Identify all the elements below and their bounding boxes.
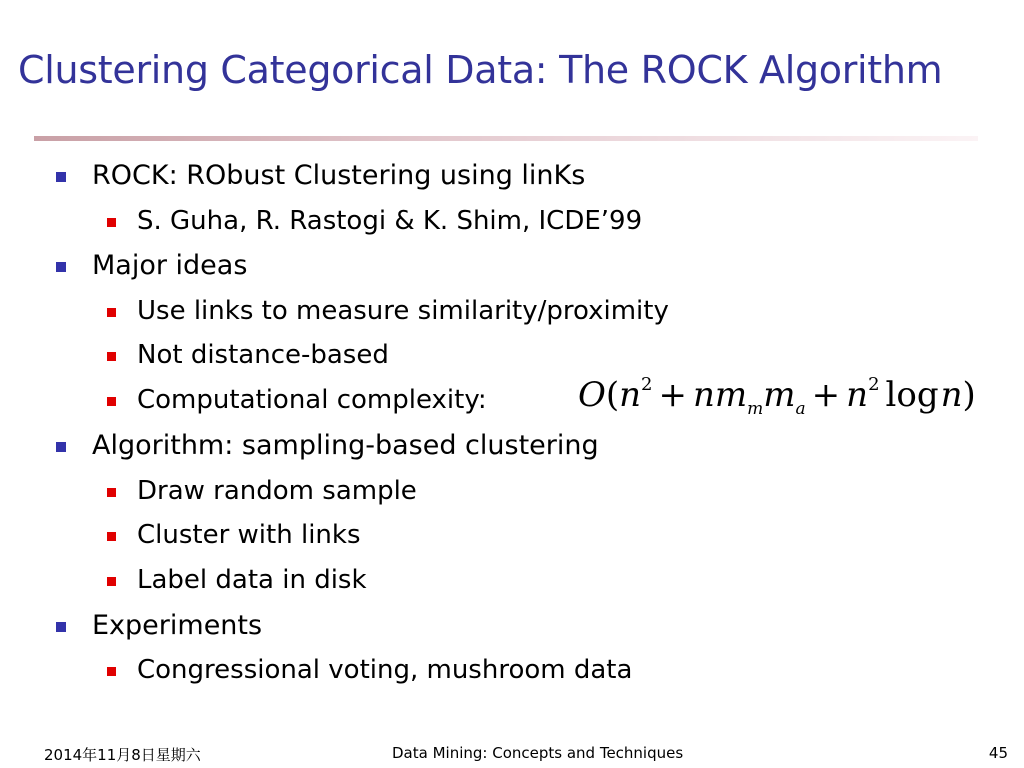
sub-bullet-item	[137, 655, 632, 685]
bullet-text: Algorithm: sampling-based clustering	[92, 430, 599, 461]
sub-bullet-item	[137, 565, 367, 595]
bullet-item	[92, 160, 585, 191]
bullet-text: Draw random sample	[137, 476, 417, 506]
title-divider	[34, 136, 978, 141]
sub-bullet-item	[137, 340, 389, 370]
bullet-text: Major ideas	[92, 250, 248, 281]
square-bullet-icon	[56, 262, 66, 272]
formula-exponent: 2	[641, 374, 653, 395]
square-bullet-icon	[107, 488, 116, 497]
formula-n: n	[846, 375, 869, 415]
bullet-text: Label data in disk	[137, 565, 367, 595]
square-bullet-icon	[107, 352, 116, 361]
bullet-text: Not distance-based	[137, 340, 389, 370]
sub-bullet-item	[137, 296, 669, 326]
footer-title: Data Mining: Concepts and Techniques	[392, 744, 684, 762]
sub-bullet-item	[137, 206, 642, 236]
square-bullet-icon	[56, 622, 66, 632]
formula-exponent: 2	[868, 374, 880, 395]
formula-m: m	[763, 375, 796, 415]
square-bullet-icon	[56, 442, 66, 452]
bullet-text: S. Guha, R. Rastogi & K. Shim, ICDE’99	[137, 206, 643, 236]
slide-title: Clustering Categorical Data: The ROCK Algorithm	[18, 48, 943, 92]
bullet-item	[92, 610, 262, 641]
bullet-text: ROCK: RObust Clustering using linKs	[92, 160, 586, 191]
bullet-text: Congressional voting, mushroom data	[137, 655, 633, 685]
square-bullet-icon	[107, 532, 116, 541]
formula-log: log	[885, 375, 939, 415]
square-bullet-icon	[107, 577, 116, 586]
page-number: 45	[988, 744, 1008, 762]
square-bullet-icon	[107, 667, 116, 676]
bullet-item	[92, 430, 599, 461]
bullet-text: Cluster with links	[137, 520, 361, 550]
formula-n: n	[619, 375, 642, 415]
sub-bullet-item	[137, 385, 487, 415]
footer-date: 2014年11月8日星期六	[44, 746, 201, 764]
bullet-item	[92, 250, 247, 281]
bullet-text: Use links to measure similarity/proximity	[137, 296, 669, 326]
square-bullet-icon	[56, 172, 66, 182]
bullet-text: Computational complexity:	[137, 385, 487, 415]
square-bullet-icon	[107, 218, 116, 227]
square-bullet-icon	[107, 397, 116, 406]
sub-bullet-item	[137, 520, 361, 550]
formula-subscript: a	[795, 399, 806, 419]
complexity-formula	[578, 374, 976, 419]
bullet-text: Experiments	[92, 610, 263, 641]
square-bullet-icon	[107, 308, 116, 317]
formula-close-paren: )	[962, 375, 976, 415]
sub-bullet-item	[137, 476, 417, 506]
formula-plus: +	[811, 375, 841, 415]
formula-n: n	[940, 375, 963, 415]
formula-big-o: O	[578, 375, 606, 415]
formula-subscript: m	[747, 399, 764, 419]
formula-open-paren: (	[605, 375, 620, 415]
formula-plus: +	[658, 375, 687, 415]
formula-nm: nm	[693, 375, 748, 415]
